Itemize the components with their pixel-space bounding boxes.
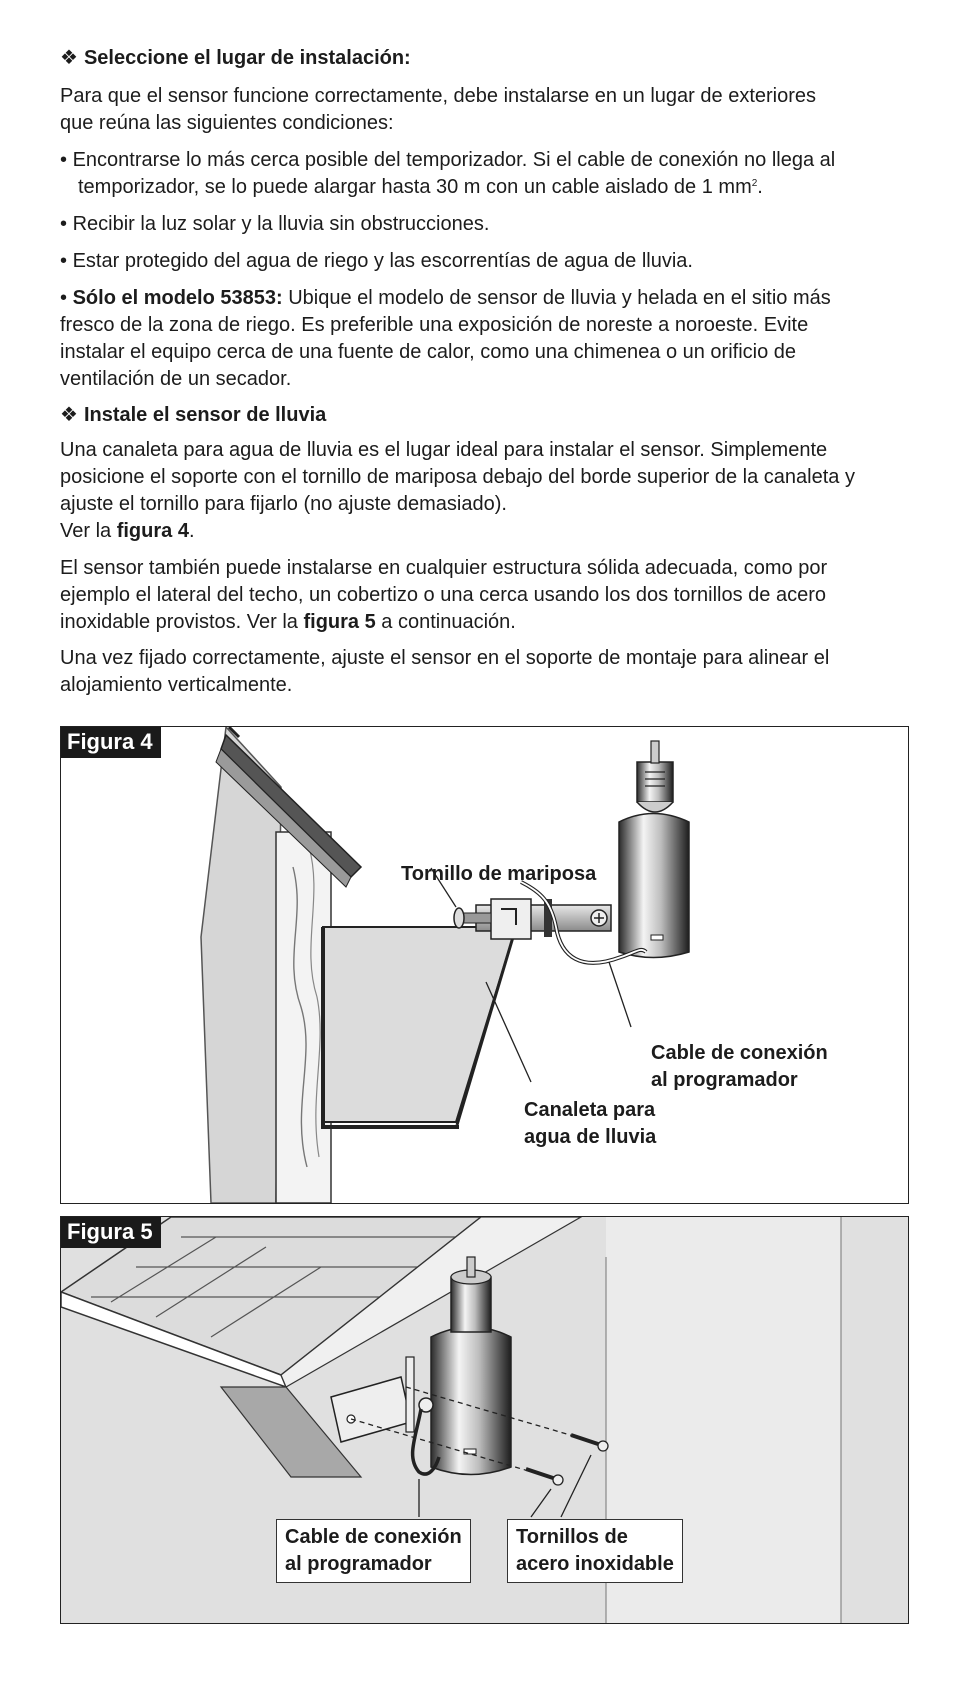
callout-stainless-screws: Tornillos de acero inoxidable [507,1519,683,1583]
figure-4-illustration [61,727,908,1203]
figure-5-structure-mount [60,1216,909,1624]
sensor-pin [467,1257,475,1277]
callout-gutter: Canaleta para agua de lluvia [524,1099,657,1148]
intro-paragraph: Para que el sensor funcione correctamente, debe instalarse en un lugar de exteriores que reúna las siguientes condiciones: [60,85,817,134]
diamond-bullet-icon: ❖ [60,47,78,69]
bullet-protected: • Estar protegido del agua de riego y las escorrentías de agua de lluvia. [60,250,693,272]
bullet-near-timer: • Encontrarse lo más cerca posible del temporizador. Si el cable de conexión no llega al temporizador, se lo puede alargar hasta 30 m con un cable aislado de 1 $mm^2$. [60,149,836,198]
thumb-screw-head [454,908,464,928]
gutter-paragraph: Una canaleta para agua de lluvia es el lugar ideal para instalar el sensor. Simplemente posicione el soporte con el tornillo de mariposa debajo del borde superior de la canaleta y ajuste el tornillo para fijarlo (no ajuste demasiado). Ver la figura 4. [60,439,855,542]
section-heading-install-sensor: ❖ Instale el sensor de lluvia [60,404,327,426]
sensor-cap [637,762,673,802]
sensor-cap [451,1277,491,1332]
leader-line-gutter [486,982,531,1082]
callout-cable: Cable de conexión al programador [276,1519,471,1583]
bullet-sun-rain: • Recibir la luz solar y la lluvia sin obstrucciones. [60,213,490,235]
figure-4-gutter-mount [60,726,909,1204]
figure-5-label: Figura 5 [61,1217,161,1248]
figure-4-label: Figura 4 [61,727,161,758]
bullet-model-53853: • Sólo el modelo 53853: Ubique el modelo de sensor de lluvia y helada en el sitio más fresco de la zona de riego. Es preferible una exposición de noreste a noroeste. Evite instalar el equipo cerca de una fuente de calor, como una chimenea o un orificio de ventilación de un secador. [60,287,831,390]
leader-line-cable [609,962,631,1027]
sensor-pin [651,741,659,763]
thumb-screw-shaft [461,913,491,923]
callout-thumb-screw: Tornillo de mariposa [401,863,597,885]
clamp-bracket [491,899,531,939]
sensor-slot [651,935,663,940]
alignment-paragraph: Una vez fijado correctamente, ajuste el sensor en el soporte de montaje para alinear el alojamiento verticalmente. [60,647,830,696]
diamond-bullet-icon: ❖ [60,404,78,426]
figure-5-illustration [61,1217,908,1623]
callout-cable: Cable de conexión al programador [651,1042,828,1091]
structure-paragraph: El sensor también puede instalarse en cualquier estructura sólida adecuada, como por ejemplo el lateral del techo, un cobertizo o una cerca usando los dos tornillos de acero inoxidable provistos. Ver la figura 5 a continuación. [60,557,828,633]
section-heading-installation-site: ❖ Seleccione el lugar de instalación: [60,47,411,69]
